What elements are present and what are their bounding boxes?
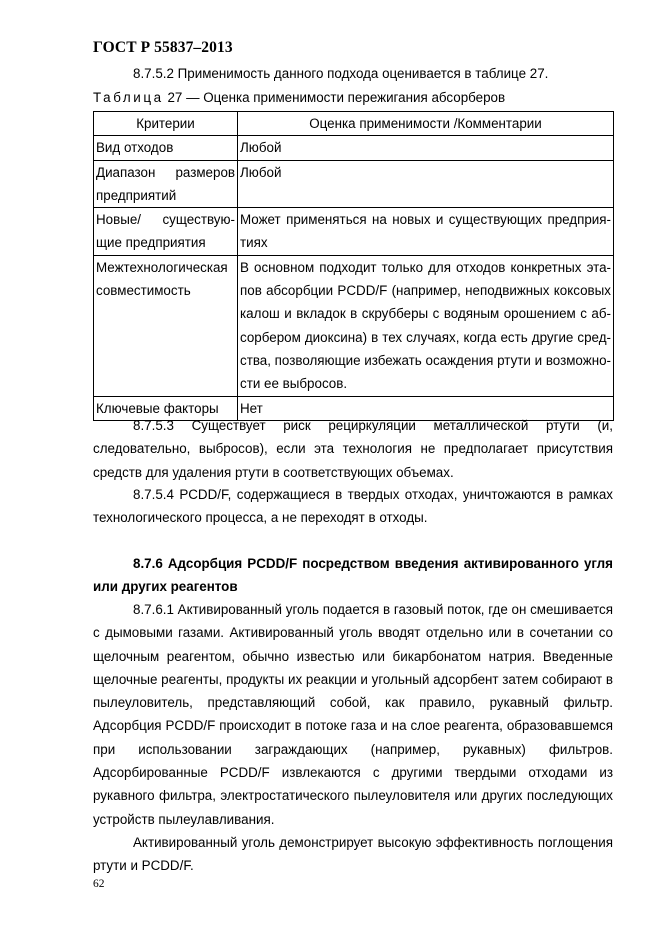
criterion-text: Диапазон размеров: [96, 164, 235, 180]
table-caption: [93, 90, 505, 105]
comment-text: сти ее выбросов.: [240, 376, 348, 392]
paragraph-8-7-5-3: 8.7.5.3 Существует риск рециркуляции металлической ртути (и, следовательно, выбросов), если эта технология не предполагает присутствия средств для удаления ртути в соответствующих объемах.: [93, 418, 613, 480]
criterion-text: щие предприятия: [96, 235, 206, 251]
applicability-table: [93, 111, 614, 421]
header-criteria: Критерии: [94, 112, 238, 136]
comment-text: ства, позволяющие избежать осаждения ртути и возможно-: [240, 352, 611, 368]
comment-text: В основном подходит только для отходов конкретных эта-: [240, 259, 611, 275]
intro-paragraph: 8.7.5.2 Применимость данного подхода оценивается в таблице 27.: [133, 66, 549, 81]
criterion-text: совместимость: [96, 283, 191, 299]
comment-text: калош и вкладок в скрубберы с водяным орошением с аб-: [240, 306, 611, 322]
paragraph-8-7-6-1: 8.7.6.1 Активированный уголь подается в газовый поток, где он смешивается с дымовыми газами. Активированный уголь вводят отдельно или в сочетании со щелочным реагентом, обычно известью или бикарбонатом натрия. Введенные щелочные реагенты, продукты их реакции и угольный адсорбент затем собирают в пылеуловитель, представляющий собой, как правило, рукавный фильтр. Адсорбция PCDD/F происходит в потоке газа и на слое реагента, образовавшемся при использовании заграждающих (например, рукавных) фильтров. Адсорбированные PCDD/F извлекаются с другими твердыми отходами из рукавного фильтра, электростатического пылеуловителя или других последующих устройств пылеулавливания.: [93, 602, 613, 827]
table-row: [94, 136, 614, 160]
document-header: ГОСТ Р 55837–2013: [93, 39, 233, 56]
comment-text: пов абсорбции PCDD/F (например, неподвижных коксовых: [240, 283, 611, 299]
comment-cell: [238, 136, 614, 160]
criterion-text: Вид отходов: [96, 140, 174, 156]
paragraph-8-7-5-4: 8.7.5.4 PCDD/F, содержащиеся в твердых отходах, уничтожаются в рамках технологического процесса, а не переходят в отходы.: [93, 487, 613, 526]
comment-cell: [238, 208, 614, 256]
paragraph-activated-carbon: Активированный уголь демонстрирует высокую эффективность поглощения ртути и PCDD/F.: [93, 835, 613, 874]
comment-text: Любой: [240, 140, 282, 156]
criterion-cell: [94, 160, 238, 208]
table-caption-number: 27: [167, 90, 183, 105]
comment-cell: [238, 160, 614, 208]
header-comments: Оценка применимости /Комментарии: [238, 112, 614, 136]
criterion-cell: [94, 255, 238, 396]
comment-text: Любой: [240, 164, 282, 180]
criterion-text: предприятий: [96, 187, 177, 203]
comment-text: сорбером диоксина) в тех случаях, когда есть другие сред-: [240, 329, 611, 345]
page-number: 62: [93, 878, 105, 890]
comment-text: Нет: [240, 400, 263, 416]
criterion-text: Ключевые факторы: [96, 400, 219, 416]
table-caption-label: Таблица: [93, 90, 164, 105]
comment-text: Может применяться на новых и существующих предприя-: [240, 212, 611, 228]
table-caption-title: — Оценка применимости пережигания абсорберов: [186, 90, 506, 105]
table-row: [94, 208, 614, 256]
criterion-cell: [94, 208, 238, 256]
table-row: [94, 160, 614, 208]
comment-cell: [238, 255, 614, 396]
section-heading: 8.7.6 Адсорбция PCDD/F посредством введения активированного угля или других реагентов: [93, 556, 613, 595]
comment-text: тиях: [240, 235, 268, 251]
table-header-row: [94, 112, 614, 136]
criterion-text: Новые/ существую-: [96, 212, 235, 228]
criterion-text: Межтехнологическая: [96, 259, 228, 275]
table-row: [94, 255, 614, 396]
criterion-cell: [94, 136, 238, 160]
